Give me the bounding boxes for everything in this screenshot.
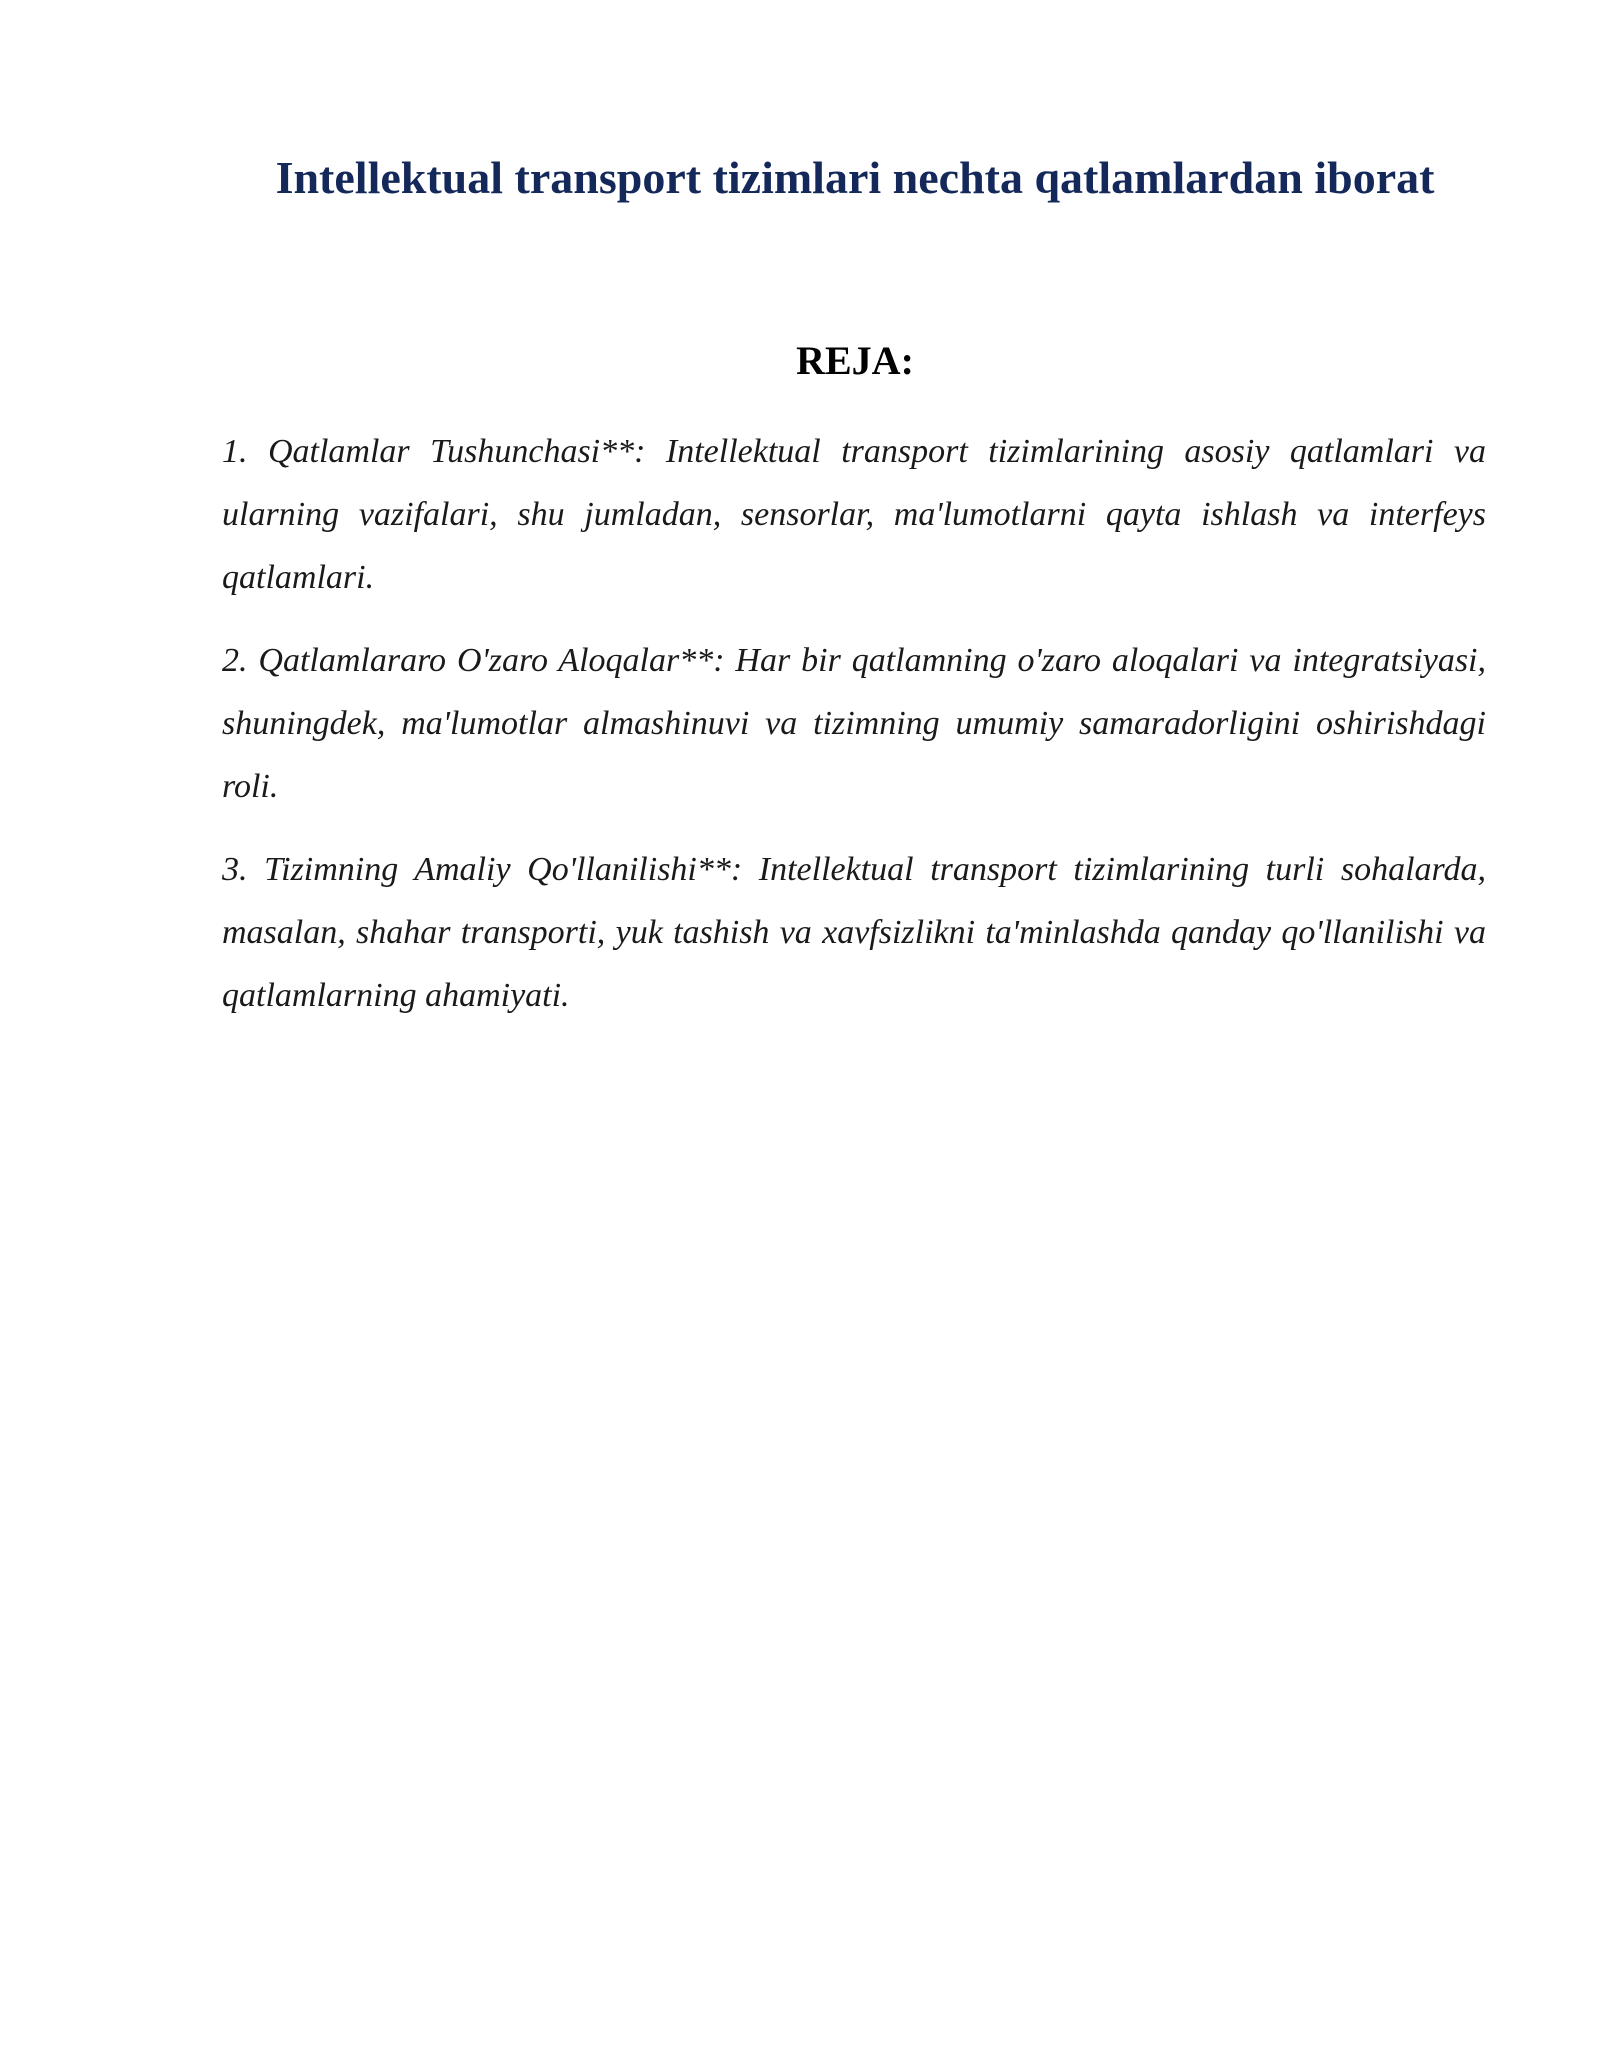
plan-list: [222, 420, 1486, 1047]
plan-item-3: 3. Tizimning Amaliy Qo'llanilishi**: Intellektual transport tizimlarining turli sohalarda, masalan, shahar transporti, yuk tashish va xavfsizlikni ta'minlashda qanday qo'llanilishi va qatlamlarning ahamiyati.: [222, 851, 1486, 1014]
plan-item-1: 1. Qatlamlar Tushunchasi**: Intellektual transport tizimlarining asosiy qatlamlari va ularning vazifalari, shu jumladan, sensorlar, ma'lumotlarni qayta ishlash va interfeys qatlamlari.: [222, 433, 1486, 596]
plan-item-2: 2. Qatlamlararo O'zaro Aloqalar**: Har bir qatlamning o'zaro aloqalari va integratsiyasi, shuningdek, ma'lumotlar almashinuvi va tizimning umumiy samaradorligini oshirishdagi roli.: [222, 642, 1486, 805]
plan-heading: REJA:: [796, 338, 914, 383]
document-title: Intellektual transport tizimlari nechta qatlamlardan iborat: [275, 152, 1435, 203]
